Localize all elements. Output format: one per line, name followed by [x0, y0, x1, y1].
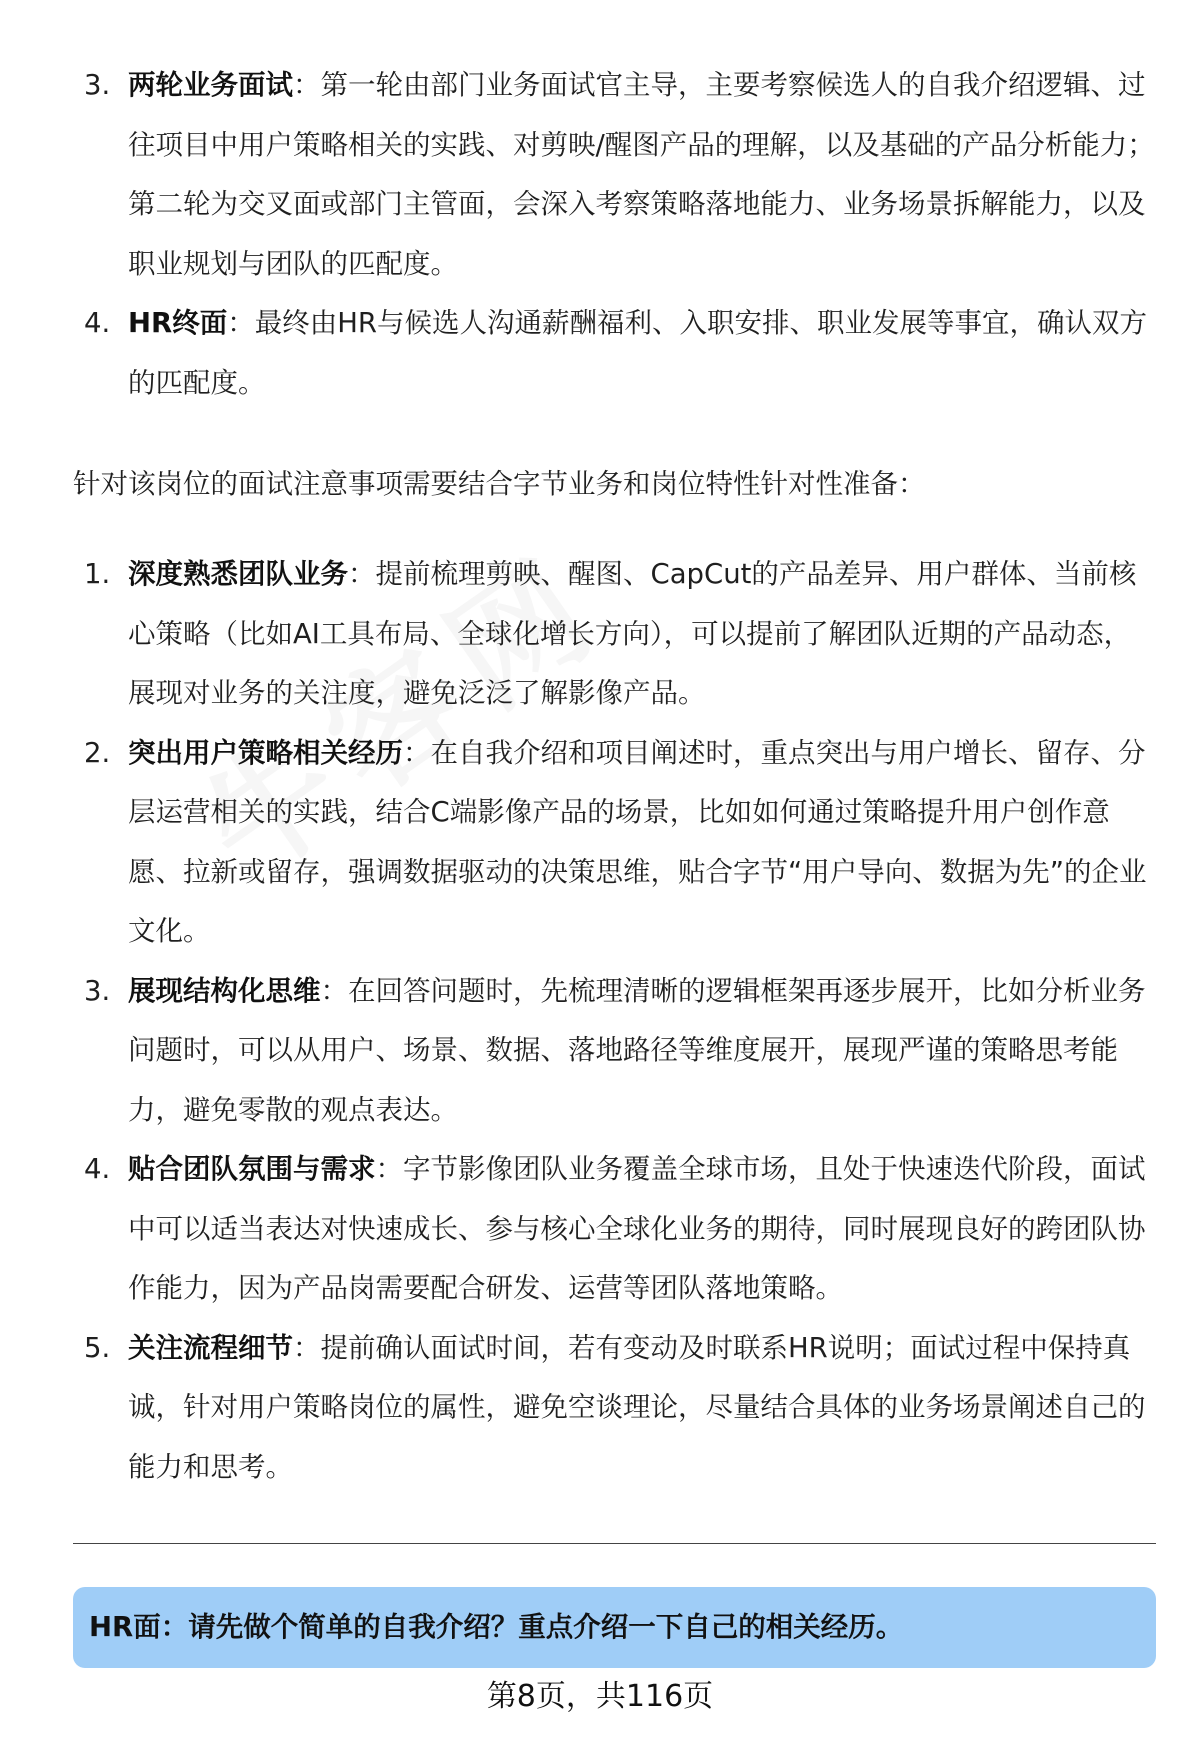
item-title: 深度熟悉团队业务 [128, 558, 348, 590]
item-text: 第一轮由部门业务面试官主导，主要考察候选人的自我介绍逻辑、过往项目中用户策略相关的实践、对剪映/醒图产品的理解，以及基础的产品分析能力；第二轮为交叉面或部门主管面，会深入考察策略落地能力、业务场景拆解能力，以及职业规划与团队的匹配度。 [128, 69, 1155, 280]
item-number: 5. [84, 1331, 111, 1364]
item-number: 4. [84, 307, 111, 339]
question-box: HR面：请先做个简单的自我介绍？重点介绍一下自己的相关经历。 [73, 1587, 1156, 1668]
item-separator: ： [227, 307, 255, 339]
item-text: 在自我介绍和项目阐述时，重点突出与用户增长、留存、分层运营相关的实践，结合C端影像产品的场景，比如如何通过策略提升用户创作意愿、拉新或留存，强调数据驱动的决策思维，贴合字节“用户导向、数据为先”的企业文化。 [128, 736, 1147, 947]
item-separator: ： [348, 558, 376, 590]
item-separator: ： [293, 69, 321, 101]
list-item [0, 1319, 1158, 1498]
item-title: 关注流程细节 [128, 1331, 293, 1364]
item-text: 提前梳理剪映、醒图、CapCut的产品差异、用户群体、当前核心策略（比如AI工具布局、全球化增长方向），可以提前了解团队近期的产品动态，展现对业务的关注度，避免泛泛了解影像产品。 [128, 558, 1137, 709]
item-title: 贴合团队氛围与需求 [128, 1153, 376, 1185]
item-separator: ： [293, 1331, 321, 1364]
list-item [0, 1140, 1158, 1319]
page-number: 第8页，共116页 [486, 1679, 714, 1714]
item-text: 在回答问题时，先梳理清晰的逻辑框架再逐步展开，比如分析业务问题时，可以从用户、场景、数据、落地路径等维度展开，展现严谨的策略思考能力，避免零散的观点表达。 [128, 974, 1146, 1126]
item-title: HR终面 [128, 307, 228, 339]
list-item [0, 962, 1158, 1141]
item-text: 提前确认面试时间，若有变动及时联系HR说明；面试过程中保持真诚，针对用户策略岗位的属性，避免空谈理论，尽量结合具体的业务场景阐述自己的能力和思考。 [128, 1331, 1146, 1483]
list-item [0, 545, 1158, 724]
item-number: 2. [84, 736, 111, 769]
list-item [0, 294, 1158, 413]
item-number: 4. [84, 1153, 111, 1185]
interview-process-list [0, 56, 1200, 413]
tips-list [0, 545, 1200, 1497]
item-number: 3. [84, 69, 111, 101]
item-title: 两轮业务面试 [128, 69, 293, 101]
item-title: 突出用户策略相关经历 [128, 736, 403, 769]
list-item [0, 724, 1158, 962]
item-separator: ： [375, 1153, 403, 1185]
item-separator: ： [403, 736, 431, 769]
intro-paragraph: 针对该岗位的面试注意事项需要结合字节业务和岗位特性针对性准备： [73, 468, 926, 500]
item-number: 1. [84, 558, 111, 590]
item-text: 最终由HR与候选人沟通薪酬福利、入职安排、职业发展等事宜，确认双方的匹配度。 [128, 307, 1147, 399]
list-item [0, 56, 1158, 294]
item-title: 展现结构化思维 [128, 974, 321, 1007]
item-text: 字节影像团队业务覆盖全球市场，且处于快速迭代阶段，面试中可以适当表达对快速成长、参与核心全球化业务的期待，同时展现良好的跨团队协作能力，因为产品岗需要配合研发、运营等团队落地策略。 [128, 1153, 1146, 1304]
item-separator: ： [320, 974, 348, 1007]
item-number: 3. [84, 974, 111, 1007]
section-divider [73, 1543, 1156, 1544]
